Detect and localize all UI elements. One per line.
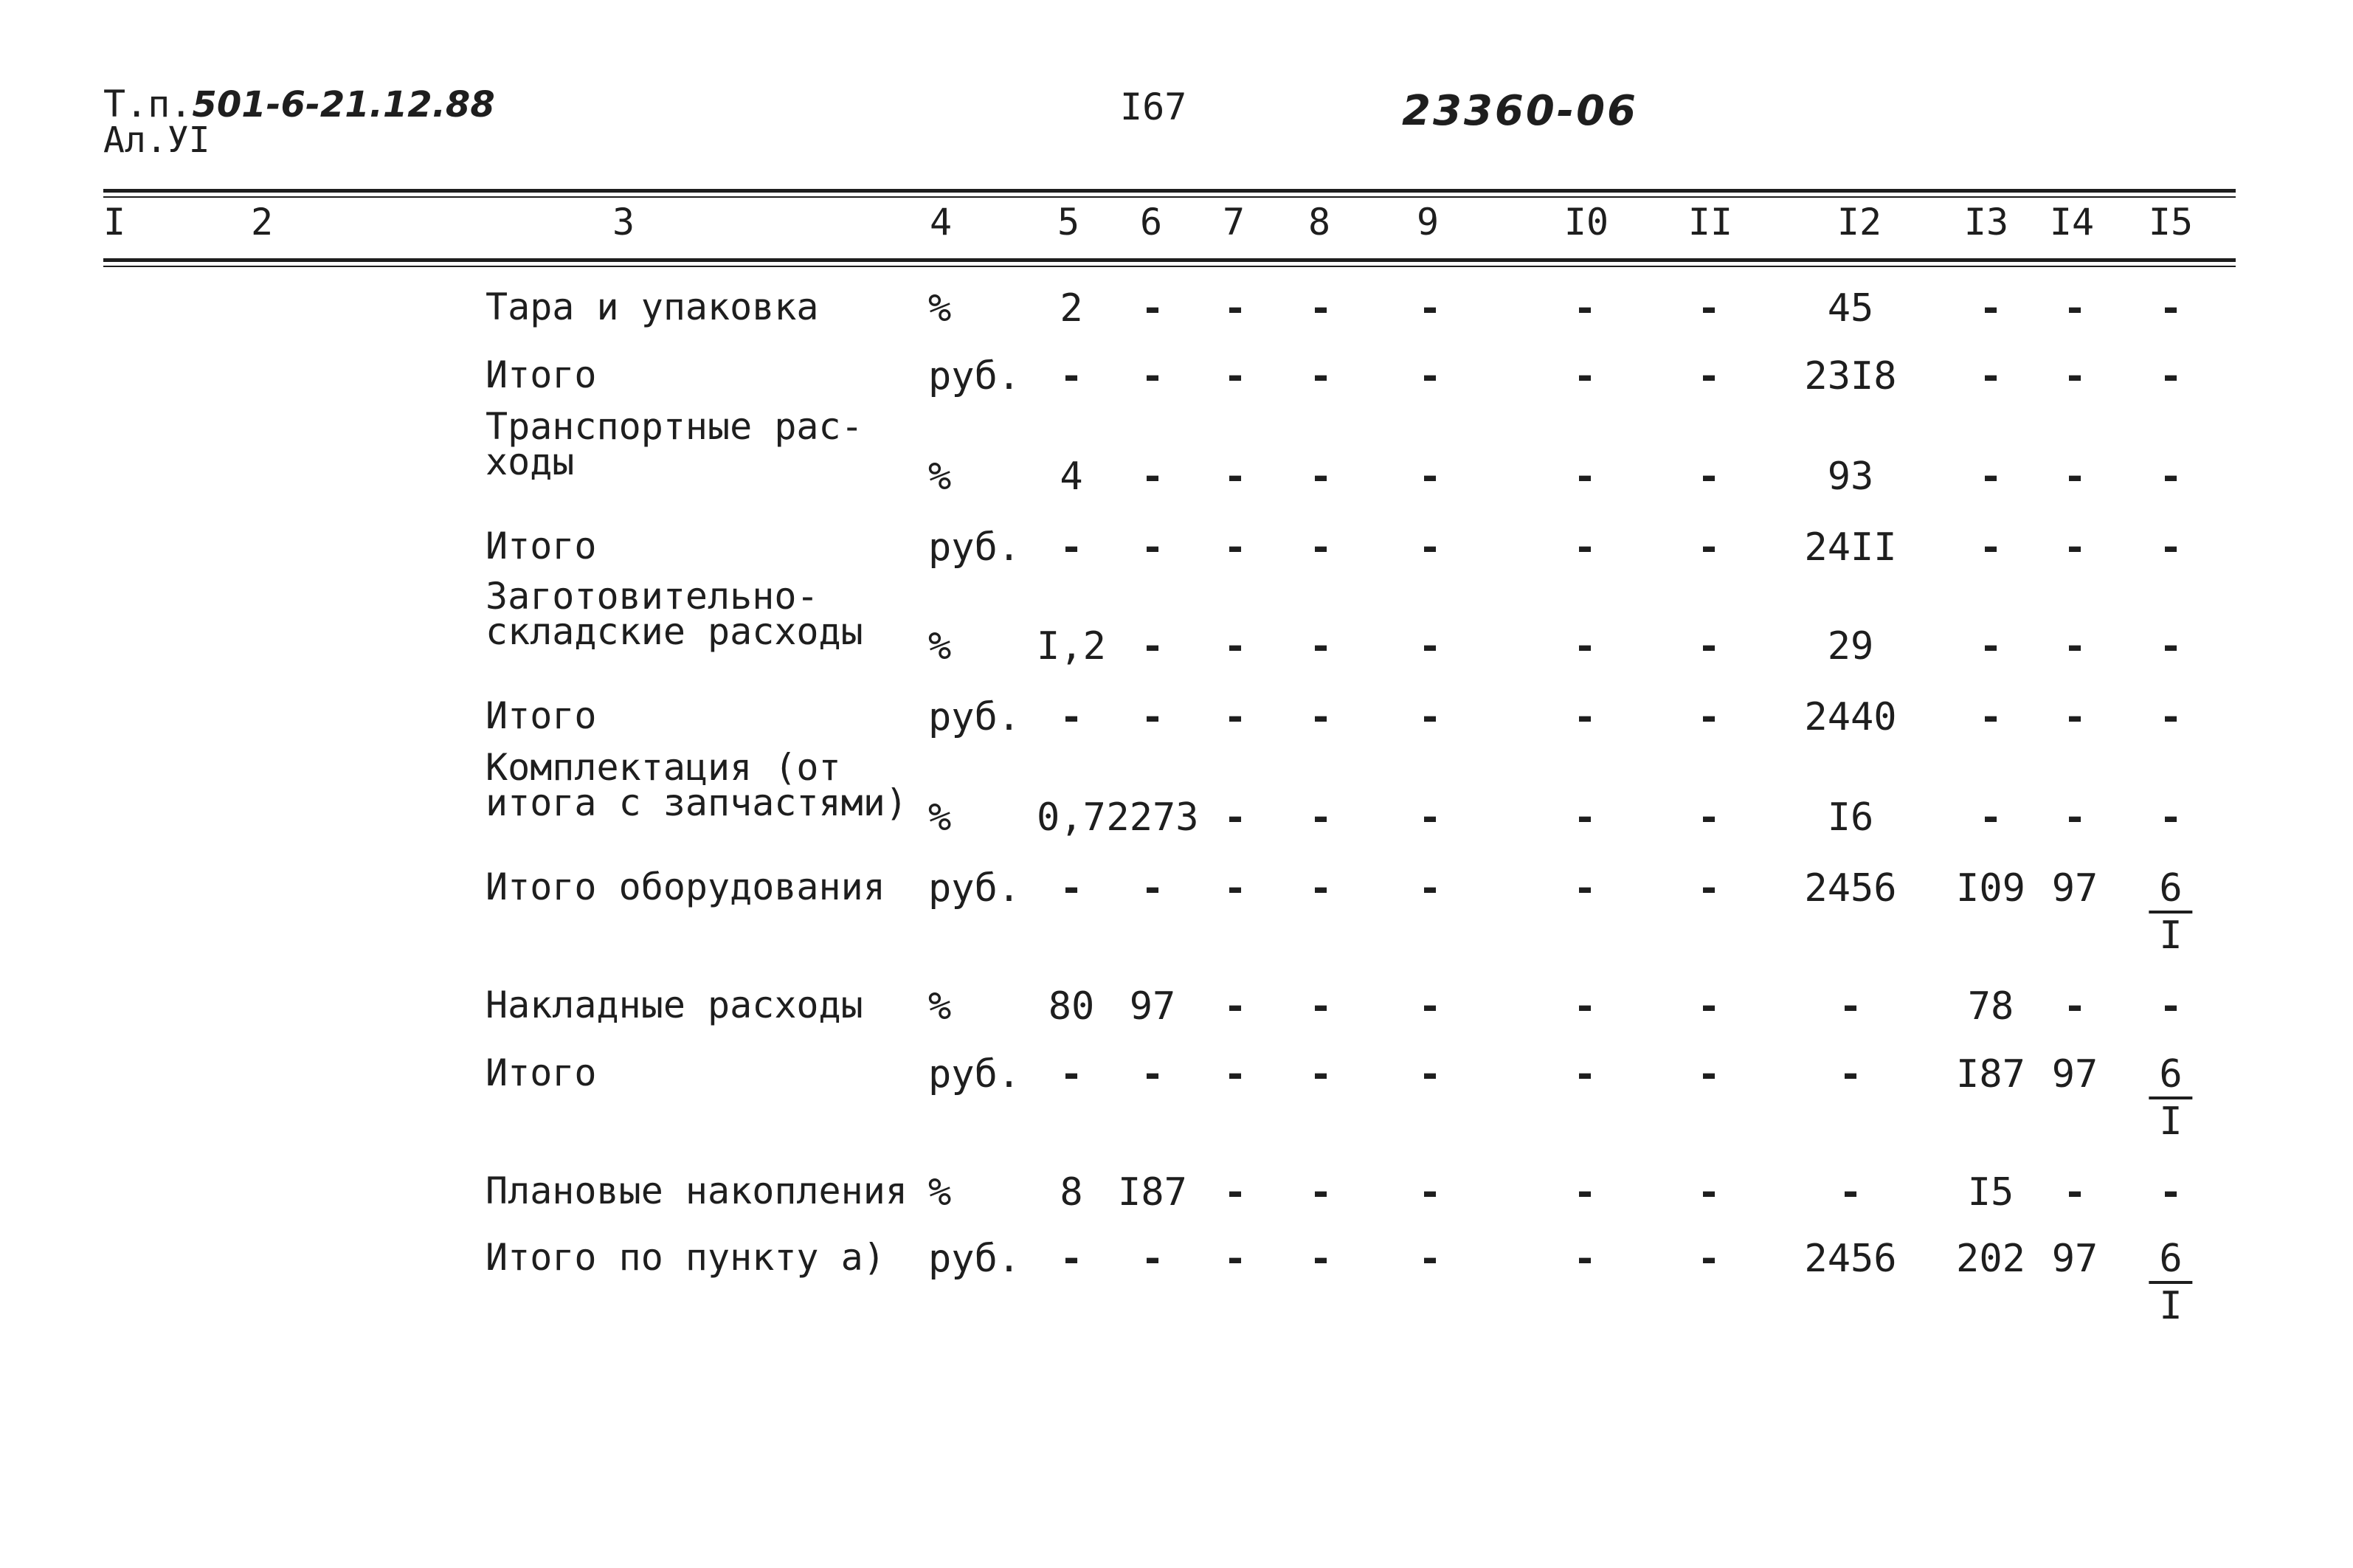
row-unit: % [928, 624, 952, 669]
table-cell-c7: - [1223, 624, 1247, 669]
table-cell-c10: - [1573, 1052, 1597, 1096]
table-top-rule [103, 189, 2236, 193]
column-header-6: 6 [1139, 201, 1163, 244]
table-cell-c8: - [1309, 354, 1333, 398]
table-cell-c11: - [1697, 1170, 1721, 1215]
column-header-13: I3 [1963, 201, 2009, 244]
table-cell-c11: - [1697, 354, 1721, 398]
row-unit: руб. [928, 354, 1021, 398]
fraction-denominator: I [2159, 1284, 2183, 1328]
row-label [486, 1236, 885, 1279]
table-cell-c6: - [1141, 624, 1164, 669]
table-cell-c8: - [1309, 1052, 1333, 1096]
table-cell-c12: - [1839, 1170, 1862, 1215]
table-cell-c9: - [1418, 286, 1442, 331]
row-label [486, 746, 908, 824]
table-cell-c15: - [2159, 795, 2183, 840]
row-label-line: складские расходы [486, 610, 863, 653]
table-cell-c6: - [1141, 866, 1164, 911]
table-cell-c15: - [2159, 695, 2183, 739]
table-cell-c5: - [1060, 1237, 1083, 1281]
column-header-1: I [103, 201, 126, 244]
table-cell-c9: - [1418, 354, 1442, 398]
table-cell-c13: - [1979, 286, 2003, 331]
table-cell-c10: - [1573, 695, 1597, 739]
table-cell-c6: - [1141, 455, 1164, 499]
row-label [486, 866, 885, 908]
table-cell-c11: - [1697, 984, 1721, 1029]
table-cell-c11: - [1697, 624, 1721, 669]
row-unit: руб. [928, 866, 1021, 911]
table-cell-c13: - [1979, 795, 2003, 840]
row-unit: % [928, 795, 952, 840]
table-cell-c12: I6 [1827, 795, 1874, 840]
row-label [486, 525, 597, 567]
table-cell-c12: 24II [1804, 525, 1897, 570]
table-cell-c5: - [1060, 866, 1083, 911]
table-cell-c14: - [2063, 525, 2087, 570]
table-cell-c8: - [1309, 1170, 1333, 1215]
table-cell-c12: 93 [1827, 455, 1874, 499]
row-label [486, 984, 863, 1026]
table-cell-c14: - [2063, 795, 2087, 840]
table-cell-c8: - [1309, 984, 1333, 1029]
row-label-line: Итого [486, 353, 597, 396]
table-cell-c14: - [2063, 1170, 2087, 1215]
table-cell-c5: 2 [1060, 286, 1083, 331]
table-cell-c6: - [1141, 286, 1164, 331]
row-label-line: Итого оборудования [486, 866, 885, 908]
fraction-numerator: 6 [2149, 1237, 2192, 1284]
table-cell-c7: - [1223, 1237, 1247, 1281]
row-label [486, 353, 597, 396]
table-cell-c5: - [1060, 1052, 1083, 1096]
table-cell-c15: - [2159, 286, 2183, 331]
row-label [486, 1051, 597, 1094]
row-label-line: Накладные расходы [486, 984, 863, 1026]
table-cell-c8: - [1309, 525, 1333, 570]
stamp-number: 23360-06 [1402, 87, 1638, 135]
table-cell-c12: 29 [1827, 624, 1874, 669]
table-cell-c14: 97 [2051, 1237, 2098, 1281]
table-cell-c9: - [1418, 984, 1442, 1029]
table-cell-c15: - [2159, 525, 2183, 570]
column-header-7: 7 [1222, 201, 1245, 244]
table-cell-c13: - [1979, 624, 2003, 669]
table-cell-c5: - [1060, 695, 1083, 739]
table-cell-c13: - [1979, 695, 2003, 739]
table-cell-c8: - [1309, 695, 1333, 739]
table-cell-c15: - [2159, 1170, 2183, 1215]
table-cell-c13: - [1979, 455, 2003, 499]
table-cell-c7: - [1223, 795, 1247, 840]
table-cell-c10: - [1573, 795, 1597, 840]
table-cell-c9: - [1418, 1170, 1442, 1215]
row-label [486, 1170, 908, 1212]
table-cell-c5: 0,7 [1037, 795, 1106, 840]
table-cell-fraction [2149, 1052, 2192, 1144]
table-cell-c5: I,2 [1037, 624, 1106, 669]
table-cell-c9: - [1418, 455, 1442, 499]
table-cell-c14: 97 [2051, 866, 2098, 911]
table-cell-c6: 97 [1129, 984, 1176, 1029]
column-header-15: I5 [2148, 201, 2194, 244]
table-cell-c15: - [2159, 984, 2183, 1029]
table-cell-c12: 2456 [1804, 1237, 1897, 1281]
table-cell-c15: - [2159, 624, 2183, 669]
column-header-9: 9 [1416, 201, 1440, 244]
table-cell-c12: 2440 [1804, 695, 1897, 739]
table-cell-c11: - [1697, 795, 1721, 840]
table-cell-c13: I09 [1956, 866, 2025, 911]
table-cell-c7: - [1223, 695, 1247, 739]
row-unit: % [928, 984, 952, 1029]
row-unit: руб. [928, 1237, 1021, 1281]
table-cell-c11: - [1697, 1052, 1721, 1096]
table-cell-c12: 45 [1827, 286, 1874, 331]
column-header-11: II [1687, 201, 1733, 244]
row-label-line: Плановые накопления [486, 1170, 908, 1212]
document-code-prefix: Т.п. [103, 83, 193, 125]
fraction-denominator: I [2159, 913, 2183, 958]
table-cell-c5: 80 [1048, 984, 1095, 1029]
table-cell-c14: - [2063, 624, 2087, 669]
table-cell-c10: - [1573, 866, 1597, 911]
header-bottom-rule [103, 258, 2236, 262]
row-unit: руб. [928, 525, 1021, 570]
table-cell-c9: - [1418, 795, 1442, 840]
document-code-handwritten: 501-6-21.12.88 [192, 84, 495, 125]
fraction-denominator: I [2159, 1099, 2183, 1144]
table-cell-c10: - [1573, 455, 1597, 499]
table-cell-c10: - [1573, 624, 1597, 669]
table-cell-c8: - [1309, 1237, 1333, 1281]
table-cell-c14: - [2063, 695, 2087, 739]
fraction-numerator: 6 [2149, 1052, 2192, 1099]
table-cell-c6: - [1141, 695, 1164, 739]
column-header-3: 3 [612, 201, 635, 244]
table-cell-c13: 78 [1967, 984, 2014, 1029]
row-label-line: Тара и упаковка [486, 286, 819, 328]
table-cell-c14: - [2063, 455, 2087, 499]
table-cell-c13: 202 [1956, 1237, 2025, 1281]
table-cell-c10: - [1573, 984, 1597, 1029]
row-label [486, 575, 863, 653]
row-label [486, 286, 819, 328]
table-cell-c7: - [1223, 866, 1247, 911]
table-cell-c13: I87 [1956, 1052, 2025, 1096]
table-cell-c10: - [1573, 1237, 1597, 1281]
column-header-5: 5 [1057, 201, 1080, 244]
table-cell-c7: - [1223, 455, 1247, 499]
table-cell-c9: - [1418, 525, 1442, 570]
row-unit: руб. [928, 695, 1021, 739]
header-bottom-rule-thin [103, 266, 2236, 267]
table-cell-c6: 2273 [1106, 795, 1199, 840]
table-cell-c7: - [1223, 525, 1247, 570]
table-cell-c6: - [1141, 1237, 1164, 1281]
table-cell-c12: 2456 [1804, 866, 1897, 911]
row-label-line: Итого [486, 525, 597, 567]
table-cell-c15: - [2159, 354, 2183, 398]
table-cell-c6: - [1141, 525, 1164, 570]
table-cell-c11: - [1697, 525, 1721, 570]
table-cell-c8: - [1309, 795, 1333, 840]
table-cell-c9: - [1418, 624, 1442, 669]
table-cell-c7: - [1223, 1170, 1247, 1215]
table-cell-c11: - [1697, 286, 1721, 331]
row-label-line: Итого по пункту а) [486, 1236, 885, 1279]
page-number: I67 [1120, 86, 1187, 128]
table-cell-c12: - [1839, 984, 1862, 1029]
table-cell-c10: - [1573, 286, 1597, 331]
row-label [486, 405, 863, 483]
table-cell-c9: - [1418, 1052, 1442, 1096]
table-cell-c6: - [1141, 1052, 1164, 1096]
row-label-line: Итого [486, 1051, 597, 1094]
table-cell-c11: - [1697, 866, 1721, 911]
row-label-line: Транспортные рас- [486, 405, 863, 448]
row-label-line: ходы [486, 441, 575, 483]
table-cell-c14: - [2063, 286, 2087, 331]
column-header-8: 8 [1307, 201, 1331, 244]
row-unit: % [928, 286, 952, 331]
table-cell-c10: - [1573, 1170, 1597, 1215]
row-label-line: Заготовительно- [486, 575, 819, 618]
table-cell-c14: - [2063, 984, 2087, 1029]
table-cell-fraction [2149, 866, 2192, 958]
column-header-10: I0 [1564, 201, 1609, 244]
table-cell-c6: I87 [1118, 1170, 1187, 1215]
table-cell-c9: - [1418, 1237, 1442, 1281]
table-cell-c11: - [1697, 695, 1721, 739]
row-label-line: Итого [486, 694, 597, 737]
table-cell-c8: - [1309, 866, 1333, 911]
table-cell-c15: - [2159, 455, 2183, 499]
column-header-4: 4 [929, 201, 953, 244]
column-header-14: I4 [2049, 201, 2095, 244]
table-cell-c13: - [1979, 525, 2003, 570]
table-cell-c5: - [1060, 525, 1083, 570]
table-cell-c9: - [1418, 866, 1442, 911]
row-unit: руб. [928, 1052, 1021, 1096]
column-header-2: 2 [250, 201, 274, 244]
sheet-label: Ал.УI [103, 120, 210, 161]
table-cell-c5: 8 [1060, 1170, 1083, 1215]
table-cell-c10: - [1573, 354, 1597, 398]
table-cell-c14: - [2063, 354, 2087, 398]
table-cell-c10: - [1573, 525, 1597, 570]
table-cell-c8: - [1309, 286, 1333, 331]
table-cell-c7: - [1223, 286, 1247, 331]
table-cell-c6: - [1141, 354, 1164, 398]
table-top-rule-thin [103, 196, 2236, 198]
table-cell-c5: 4 [1060, 455, 1083, 499]
table-cell-c9: - [1418, 695, 1442, 739]
table-cell-c8: - [1309, 624, 1333, 669]
table-cell-c5: - [1060, 354, 1083, 398]
row-label-line: Комплектация (от [486, 746, 841, 789]
table-cell-c7: - [1223, 984, 1247, 1029]
table-cell-c11: - [1697, 455, 1721, 499]
row-unit: % [928, 1170, 952, 1215]
table-cell-c13: I5 [1967, 1170, 2014, 1215]
table-cell-c11: - [1697, 1237, 1721, 1281]
row-label-line: итога с запчастями) [486, 781, 908, 824]
row-unit: % [928, 455, 952, 499]
table-cell-fraction [2149, 1237, 2192, 1328]
table-cell-c12: 23I8 [1804, 354, 1897, 398]
table-cell-c12: - [1839, 1052, 1862, 1096]
table-cell-c7: - [1223, 1052, 1247, 1096]
table-cell-c8: - [1309, 455, 1333, 499]
row-label [486, 694, 597, 737]
fraction-numerator: 6 [2149, 866, 2192, 913]
table-cell-c7: - [1223, 354, 1247, 398]
column-header-12: I2 [1837, 201, 1882, 244]
table-cell-c13: - [1979, 354, 2003, 398]
table-cell-c14: 97 [2051, 1052, 2098, 1096]
